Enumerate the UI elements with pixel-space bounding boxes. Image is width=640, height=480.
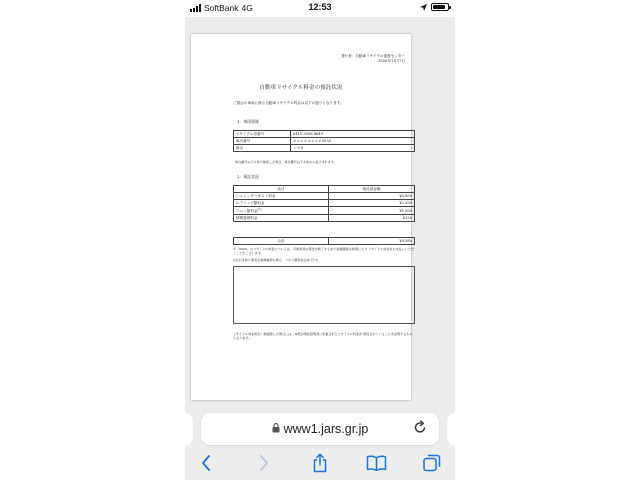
total-label: 合計 — [234, 238, 329, 245]
url-display[interactable] — [201, 422, 439, 436]
fee-label: シュレッダーダスト料金 — [234, 193, 329, 200]
phone-screen — [185, 0, 455, 480]
issuer-block — [341, 54, 405, 64]
reload-icon[interactable] — [414, 420, 427, 437]
back-icon[interactable] — [195, 452, 217, 474]
table-cell-value: 0411-3008-4649 — [291, 131, 415, 138]
table-row — [234, 200, 415, 207]
url-text: www1.jars.gr.jp — [283, 422, 369, 436]
document-page — [191, 34, 415, 400]
fee-label: フロン類料金 — [236, 209, 258, 214]
table-row — [234, 145, 415, 152]
location-arrow-icon — [420, 4, 427, 11]
carrier-name: SoftBank — [204, 3, 239, 13]
table-row — [234, 207, 415, 215]
fluorocarbon-note: (注)引き取り業者が装備確認の場合、フロン類料金は0円です。 — [233, 258, 321, 262]
table-header-row — [234, 186, 415, 193]
battery-icon — [431, 3, 449, 11]
column-header: 品目 — [234, 186, 329, 193]
table-cell-label: リサイクル券番号 — [234, 131, 291, 138]
vehicle-info-table — [233, 130, 415, 152]
fee-label: 情報管理料金 — [234, 215, 329, 222]
fee-label: エアバッグ類料金 — [234, 200, 329, 207]
status-bar — [185, 0, 455, 17]
share-icon[interactable] — [309, 452, 331, 474]
document-title: 自動車リサイクル料金の預託状況 — [259, 85, 343, 91]
issuer-line: 発行者：自動車リサイクル促進センター — [340, 54, 405, 58]
table-row — [234, 215, 415, 222]
table-row — [234, 238, 415, 245]
lock-icon — [272, 423, 280, 436]
fee-amount: ¥130 — [329, 215, 415, 222]
table-cell-label: 車名 — [234, 145, 291, 152]
next-tab-peek[interactable] — [447, 413, 455, 445]
network-type: 4G — [241, 3, 253, 13]
fee-amount: ¥2,050 — [329, 200, 415, 207]
forward-icon[interactable] — [253, 452, 275, 474]
table-row — [234, 131, 415, 138]
status-time: 12:53 — [308, 2, 332, 12]
total-table — [233, 237, 415, 245]
fee-amount: ¥1,950 — [329, 207, 415, 215]
total-amount: ¥9,980 — [329, 238, 415, 245]
deposit-fees-table — [233, 185, 415, 222]
column-header: 預託済金額 — [329, 186, 415, 193]
table-row — [234, 138, 415, 145]
table-cell-value: トヨタ — [291, 145, 415, 152]
table-row — [234, 193, 415, 200]
remarks-box — [233, 266, 415, 324]
intro-text: ご照会の車両に係る自動車リサイクル料金は以下の通りとなります。 — [233, 101, 344, 105]
fee-amount: ¥5,850 — [329, 193, 415, 200]
browser-toolbar — [185, 448, 455, 480]
table-cell-value: ＊＊＊＊＊＊＊＊0035 — [291, 138, 415, 145]
total-note: ※「0000」のリサイクル料金については、引取業者の報告が終了するまで金額確認の結果により リサイクル料金をお支払いいただくことがございます。 — [233, 247, 415, 256]
prev-tab-peek[interactable] — [185, 413, 193, 445]
table-cell-label: 車台番号 — [234, 138, 291, 145]
fee-label-cell — [234, 207, 329, 215]
section-vehicle-heading: 1．車両情報 — [237, 119, 259, 124]
issue-date: 2020年1月17日 — [378, 59, 405, 63]
bookmarks-icon[interactable] — [364, 452, 388, 474]
fee-note-mark: (注) — [257, 208, 262, 211]
address-bar[interactable] — [201, 413, 439, 445]
section-deposit-heading: 2．預託状況 — [237, 174, 259, 179]
footer-note: リサイクル券を紛失・破損等した場合には、本紙が預託證明書に記載されたリサイクル料金が 預託されていることを証明するものとなります。 — [233, 332, 413, 341]
vehicle-note: 車台番号の下４桁で検索した場合、車台番号は下４桁のみ表示されます。 — [235, 160, 337, 164]
tabs-icon[interactable] — [421, 452, 443, 474]
